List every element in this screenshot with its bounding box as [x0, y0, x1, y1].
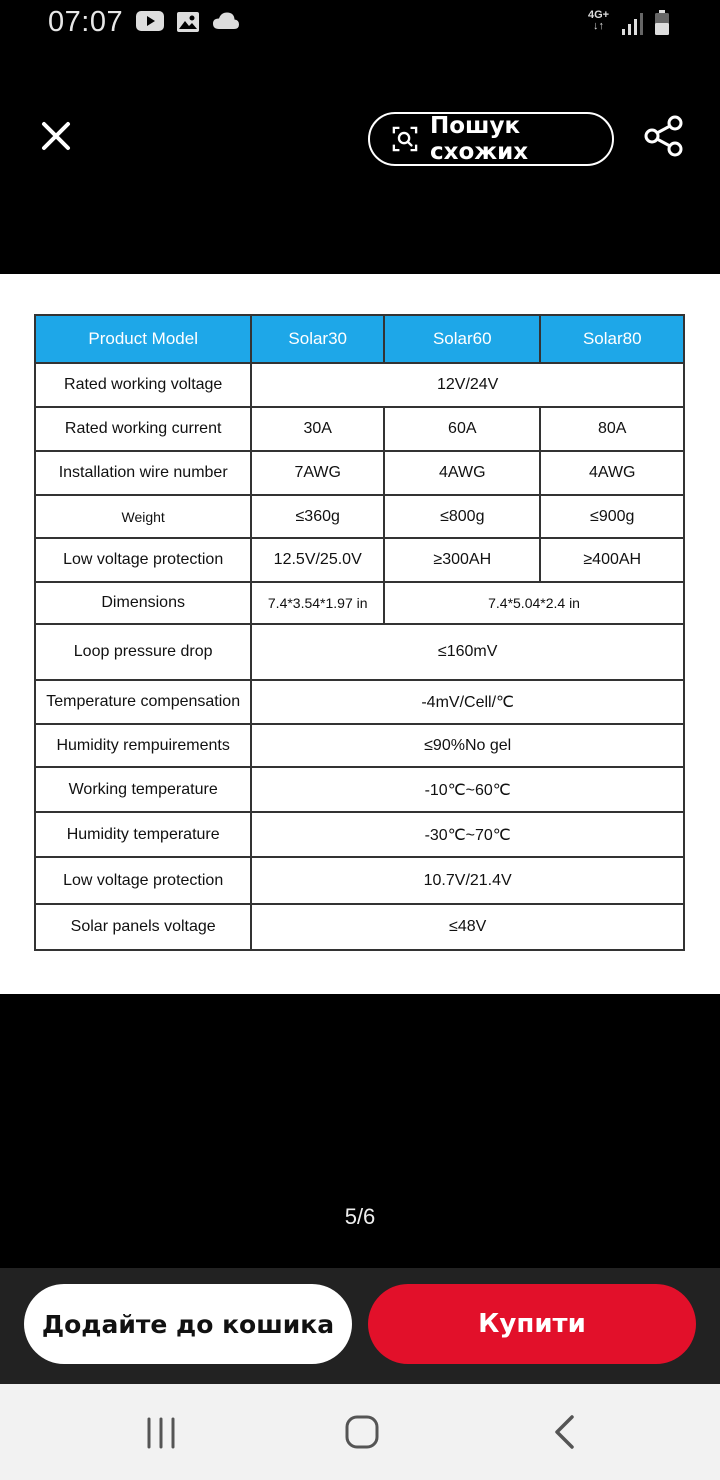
- row-label: Rated working voltage: [35, 363, 251, 407]
- row-label: Humidity temperature: [35, 812, 251, 857]
- header-cell: Solar80: [540, 315, 684, 363]
- row-value: ≤900g: [540, 495, 684, 538]
- add-to-cart-button[interactable]: Додайте до кошика: [24, 1284, 352, 1364]
- close-icon: [36, 116, 76, 156]
- bottom-action-bar: [0, 1268, 720, 1384]
- table-row: [35, 582, 684, 624]
- table-header-row: [35, 315, 684, 363]
- system-nav-bar: [0, 1384, 720, 1480]
- row-label: Rated working current: [35, 407, 251, 451]
- row-value: ≤160mV: [251, 624, 684, 680]
- home-icon[interactable]: [344, 1414, 380, 1450]
- row-value: -4mV/Cell/℃: [251, 680, 684, 724]
- row-value: -10℃~60℃: [251, 767, 684, 812]
- search-similar-label: Пошук схожих: [429, 113, 529, 165]
- recent-apps-icon[interactable]: [144, 1416, 178, 1450]
- table-row: [35, 812, 684, 857]
- youtube-icon: [136, 10, 164, 32]
- row-value: 7.4*5.04*2.4 in: [384, 582, 684, 624]
- buy-button[interactable]: Купити: [368, 1284, 696, 1364]
- row-label: Working temperature: [35, 767, 251, 812]
- table-row: [35, 407, 684, 451]
- table-row: [35, 724, 684, 767]
- table-row: [35, 538, 684, 582]
- image-search-icon: [392, 125, 418, 153]
- product-image[interactable]: [0, 274, 720, 994]
- row-value: ≤800g: [384, 495, 540, 538]
- table-row: [35, 495, 684, 538]
- row-label: Temperature compensation: [35, 680, 251, 724]
- row-value: ≤90%No gel: [251, 724, 684, 767]
- gallery-icon: [176, 10, 200, 34]
- row-label: Humidity rempuirements: [35, 724, 251, 767]
- row-value: ≥300AH: [384, 538, 540, 582]
- row-label: Weight: [35, 495, 251, 538]
- row-value: 12.5V/25.0V: [251, 538, 384, 582]
- row-value: 4AWG: [384, 451, 540, 495]
- spec-table: [34, 314, 685, 951]
- table-row: [35, 680, 684, 724]
- row-label: Loop pressure drop: [35, 624, 251, 680]
- back-icon[interactable]: [550, 1414, 580, 1450]
- search-similar-button[interactable]: [368, 112, 614, 166]
- row-value: 12V/24V: [251, 363, 684, 407]
- row-label: Installation wire number: [35, 451, 251, 495]
- row-value: ≤48V: [251, 904, 684, 950]
- signal-icon: [620, 12, 644, 36]
- status-bar: [0, 0, 720, 50]
- table-row: [35, 904, 684, 950]
- table-row: [35, 767, 684, 812]
- row-label: Low voltage protection: [35, 538, 251, 582]
- network-label: 4G+ ↓↑: [588, 9, 610, 32]
- table-row: [35, 857, 684, 904]
- row-value: 60A: [384, 407, 540, 451]
- share-button[interactable]: [642, 114, 686, 158]
- share-icon: [642, 114, 686, 158]
- table-row: [35, 451, 684, 495]
- clock: 07:07: [48, 6, 124, 38]
- cloud-icon: [212, 12, 240, 30]
- row-value: 4AWG: [540, 451, 684, 495]
- row-label: Solar panels voltage: [35, 904, 251, 950]
- row-value: ≥400AH: [540, 538, 684, 582]
- header-cell: Product Model: [35, 315, 251, 363]
- row-value: 7AWG: [251, 451, 384, 495]
- row-value: 80A: [540, 407, 684, 451]
- table-row: [35, 624, 684, 680]
- row-value: 10.7V/21.4V: [251, 857, 684, 904]
- row-value: ≤360g: [251, 495, 384, 538]
- row-value: -30℃~70℃: [251, 812, 684, 857]
- battery-icon: [654, 10, 670, 36]
- close-button[interactable]: [36, 116, 76, 156]
- image-pager: 5/6: [344, 1204, 376, 1229]
- table-row: [35, 363, 684, 407]
- row-label: Dimensions: [35, 582, 251, 624]
- row-label: Low voltage protection: [35, 857, 251, 904]
- row-value: 7.4*3.54*1.97 in: [251, 582, 384, 624]
- header-cell: Solar30: [251, 315, 384, 363]
- row-value: 30A: [251, 407, 384, 451]
- header-cell: Solar60: [384, 315, 540, 363]
